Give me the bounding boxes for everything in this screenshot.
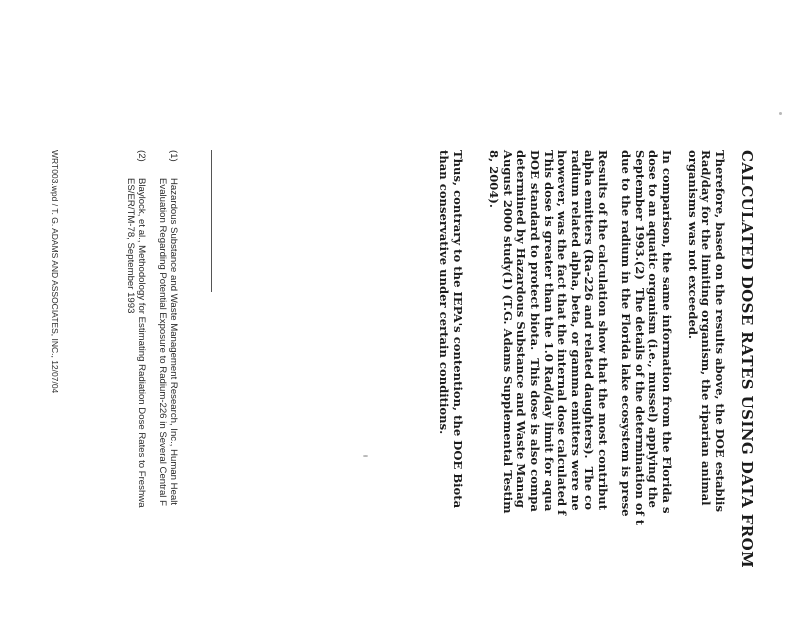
paragraph-calculation-results: Results of the calculation show that the most contribut alpha emitters (Ra-226 and related daughters). The co radium related alpha, beta, or gamma emitters were ne however, was the fact that the internal dose calculated f This dose is greater than the 1.0 Rad/day limit for aqua DOE standard to protect biota. This dose is also compa determined by Hazardous Substance and Waste Manag August 2000 study(1) (T.G. Adams Supplemental Testim 8, 2004). [487, 150, 610, 516]
footnote-separator [211, 150, 212, 292]
footnote-1-text: Hazardous Substance and Waste Management Research, Inc., Human Healt Evaluation Regarding Potential Exposure to Radium-226 in Several Central F [157, 178, 179, 506]
paragraph-conclusion: Thus, contrary to the IEPA's contention, the DOE Biota than conservative under certain conditions. [437, 150, 465, 509]
scan-speck [779, 112, 782, 115]
document-heading: CALCULATED DOSE RATES USING DATA FROM [738, 150, 756, 569]
paragraph-florida-comparison: In comparison, the same information from the Florida s dose to an aquatic organism (i.e., mussel) applying the September 1993.(2) The details of the determination of t due to the radium in the Florida lake ecosystem is prese [619, 150, 674, 526]
footnote-2-number: (2) [136, 150, 147, 162]
footnote-1-number: (1) [168, 150, 179, 162]
paragraph-doe-limit: Therefore, based on the results above, the DOE establis Rad/day for the limiting organism, the riparian animal organisms was not exceeded. [685, 150, 727, 512]
scan-speck [363, 455, 368, 457]
footnote-2-text: Blaylock, et al., Methodology for Estimating Radiation Dose Rates to Freshwa ES/ER/TM-78, September 1993 [125, 178, 147, 508]
page-footer: WRT003.wpd / T. G. ADAMS AND ASSOCIATES, INC., 12/07/04 [50, 150, 60, 394]
